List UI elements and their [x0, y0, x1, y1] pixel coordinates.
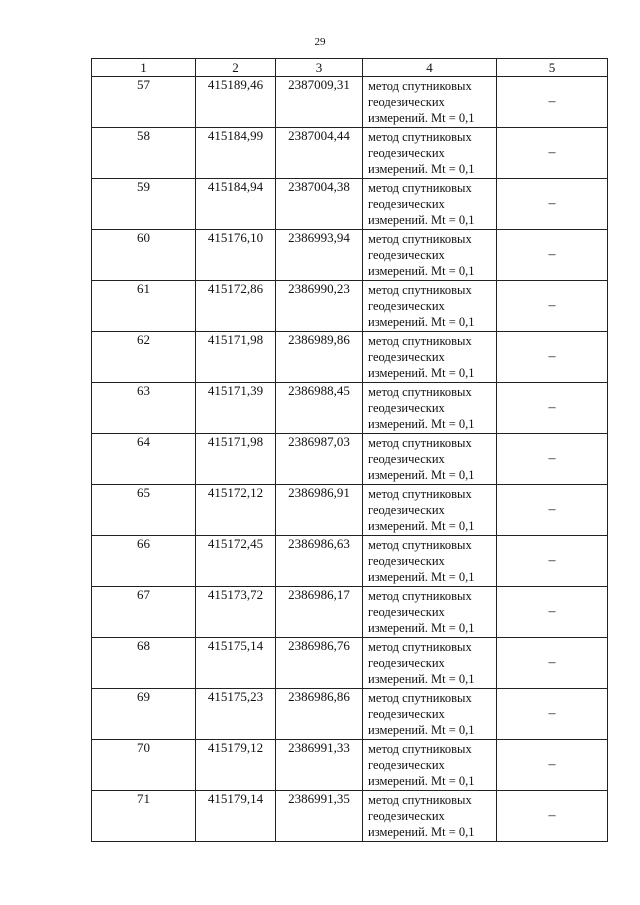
method-cell	[363, 77, 497, 128]
x-coordinate-cell: 415175,14	[196, 638, 276, 689]
method-cell	[363, 638, 497, 689]
method-line: геодезических	[368, 605, 445, 619]
method-line: метод спутниковых	[368, 742, 472, 756]
error-description-cell: –	[497, 179, 608, 230]
error-description-cell: –	[497, 332, 608, 383]
x-coordinate-cell: 415179,14	[196, 791, 276, 842]
method-cell	[363, 536, 497, 587]
method-line: геодезических	[368, 452, 445, 466]
method-line: метод спутниковых	[368, 538, 472, 552]
method-cell	[363, 383, 497, 434]
error-description-cell: –	[497, 230, 608, 281]
y-coordinate-cell: 2386991,35	[276, 791, 363, 842]
table-row	[92, 536, 608, 587]
method-line: геодезических	[368, 401, 445, 415]
method-line: метод спутниковых	[368, 334, 472, 348]
y-coordinate-cell: 2387009,31	[276, 77, 363, 128]
x-coordinate-cell: 415171,98	[196, 332, 276, 383]
table-row	[92, 434, 608, 485]
error-description-cell: –	[497, 128, 608, 179]
y-coordinate-cell: 2387004,38	[276, 179, 363, 230]
method-line: геодезических	[368, 758, 445, 772]
y-coordinate-cell: 2387004,44	[276, 128, 363, 179]
error-description-cell: –	[497, 638, 608, 689]
y-coordinate-cell: 2386989,86	[276, 332, 363, 383]
method-line: измерений. Mt = 0,1	[368, 621, 475, 635]
method-line: метод спутниковых	[368, 436, 472, 450]
method-line: измерений. Mt = 0,1	[368, 417, 475, 431]
table-row	[92, 485, 608, 536]
x-coordinate-cell: 415172,86	[196, 281, 276, 332]
y-coordinate-cell: 2386986,76	[276, 638, 363, 689]
point-number-cell: 71	[92, 791, 196, 842]
table-row	[92, 332, 608, 383]
x-coordinate-cell: 415184,94	[196, 179, 276, 230]
point-number-cell: 64	[92, 434, 196, 485]
y-coordinate-cell: 2386986,17	[276, 587, 363, 638]
x-coordinate-cell: 415172,12	[196, 485, 276, 536]
page-number: 29	[314, 36, 326, 48]
point-number-cell: 68	[92, 638, 196, 689]
method-line: метод спутниковых	[368, 283, 472, 297]
method-line: измерений. Mt = 0,1	[368, 519, 475, 533]
x-coordinate-cell: 415189,46	[196, 77, 276, 128]
y-coordinate-cell: 2386993,94	[276, 230, 363, 281]
method-cell	[363, 485, 497, 536]
error-description-cell: –	[497, 536, 608, 587]
x-coordinate-cell: 415179,12	[196, 740, 276, 791]
method-line: измерений. Mt = 0,1	[368, 213, 475, 227]
y-coordinate-cell: 2386988,45	[276, 383, 363, 434]
x-coordinate-cell: 415172,45	[196, 536, 276, 587]
method-line: измерений. Mt = 0,1	[368, 468, 475, 482]
y-coordinate-cell: 2386986,63	[276, 536, 363, 587]
y-coordinate-cell: 2386987,03	[276, 434, 363, 485]
method-line: измерений. Mt = 0,1	[368, 723, 475, 737]
y-coordinate-cell: 2386986,86	[276, 689, 363, 740]
method-cell	[363, 587, 497, 638]
method-line: геодезических	[368, 656, 445, 670]
error-description-cell: –	[497, 77, 608, 128]
y-coordinate-cell: 2386991,33	[276, 740, 363, 791]
method-cell	[363, 281, 497, 332]
table-body	[92, 77, 608, 842]
point-number-cell: 62	[92, 332, 196, 383]
error-description-cell: –	[497, 740, 608, 791]
method-cell	[363, 740, 497, 791]
method-line: метод спутниковых	[368, 79, 472, 93]
method-cell	[363, 179, 497, 230]
point-number-cell: 60	[92, 230, 196, 281]
method-cell	[363, 689, 497, 740]
coordinates-table	[91, 58, 608, 842]
header-row	[92, 59, 608, 77]
method-line: метод спутниковых	[368, 181, 472, 195]
method-line: геодезических	[368, 554, 445, 568]
point-number-cell: 67	[92, 587, 196, 638]
method-line: геодезических	[368, 707, 445, 721]
table-row	[92, 689, 608, 740]
column-header: 3	[276, 59, 363, 77]
method-line: измерений. Mt = 0,1	[368, 672, 475, 686]
method-cell	[363, 230, 497, 281]
error-description-cell: –	[497, 281, 608, 332]
method-line: геодезических	[368, 350, 445, 364]
x-coordinate-cell: 415171,39	[196, 383, 276, 434]
method-line: метод спутниковых	[368, 487, 472, 501]
table-row	[92, 740, 608, 791]
table-row	[92, 77, 608, 128]
method-line: измерений. Mt = 0,1	[368, 825, 475, 839]
column-header: 5	[497, 59, 608, 77]
method-line: геодезических	[368, 95, 445, 109]
error-description-cell: –	[497, 485, 608, 536]
method-line: метод спутниковых	[368, 793, 472, 807]
table-row	[92, 587, 608, 638]
method-line: метод спутниковых	[368, 385, 472, 399]
x-coordinate-cell: 415171,98	[196, 434, 276, 485]
method-cell	[363, 332, 497, 383]
method-line: геодезических	[368, 809, 445, 823]
method-line: метод спутниковых	[368, 640, 472, 654]
method-line: геодезических	[368, 146, 445, 160]
table-row	[92, 179, 608, 230]
y-coordinate-cell: 2386990,23	[276, 281, 363, 332]
point-number-cell: 66	[92, 536, 196, 587]
point-number-cell: 58	[92, 128, 196, 179]
method-line: измерений. Mt = 0,1	[368, 264, 475, 278]
table-row	[92, 230, 608, 281]
method-line: измерений. Mt = 0,1	[368, 570, 475, 584]
method-line: метод спутниковых	[368, 130, 472, 144]
point-number-cell: 69	[92, 689, 196, 740]
error-description-cell: –	[497, 791, 608, 842]
x-coordinate-cell: 415184,99	[196, 128, 276, 179]
point-number-cell: 57	[92, 77, 196, 128]
point-number-cell: 61	[92, 281, 196, 332]
x-coordinate-cell: 415176,10	[196, 230, 276, 281]
method-line: геодезических	[368, 299, 445, 313]
error-description-cell: –	[497, 383, 608, 434]
method-line: измерений. Mt = 0,1	[368, 366, 475, 380]
method-cell	[363, 791, 497, 842]
point-number-cell: 65	[92, 485, 196, 536]
point-number-cell: 63	[92, 383, 196, 434]
error-description-cell: –	[497, 434, 608, 485]
point-number-cell: 59	[92, 179, 196, 230]
method-line: измерений. Mt = 0,1	[368, 111, 475, 125]
method-line: геодезических	[368, 503, 445, 517]
error-description-cell: –	[497, 587, 608, 638]
table-row	[92, 638, 608, 689]
method-line: измерений. Mt = 0,1	[368, 162, 475, 176]
method-line: геодезических	[368, 248, 445, 262]
method-line: геодезических	[368, 197, 445, 211]
method-line: метод спутниковых	[368, 589, 472, 603]
table-header	[92, 59, 608, 77]
method-line: измерений. Mt = 0,1	[368, 774, 475, 788]
x-coordinate-cell: 415175,23	[196, 689, 276, 740]
method-line: измерений. Mt = 0,1	[368, 315, 475, 329]
y-coordinate-cell: 2386986,91	[276, 485, 363, 536]
column-header: 2	[196, 59, 276, 77]
point-number-cell: 70	[92, 740, 196, 791]
method-line: метод спутниковых	[368, 232, 472, 246]
method-cell	[363, 128, 497, 179]
table-row	[92, 281, 608, 332]
x-coordinate-cell: 415173,72	[196, 587, 276, 638]
column-header: 4	[363, 59, 497, 77]
table-row	[92, 383, 608, 434]
table-row	[92, 791, 608, 842]
table-row	[92, 128, 608, 179]
error-description-cell: –	[497, 689, 608, 740]
column-header: 1	[92, 59, 196, 77]
method-line: метод спутниковых	[368, 691, 472, 705]
method-cell	[363, 434, 497, 485]
